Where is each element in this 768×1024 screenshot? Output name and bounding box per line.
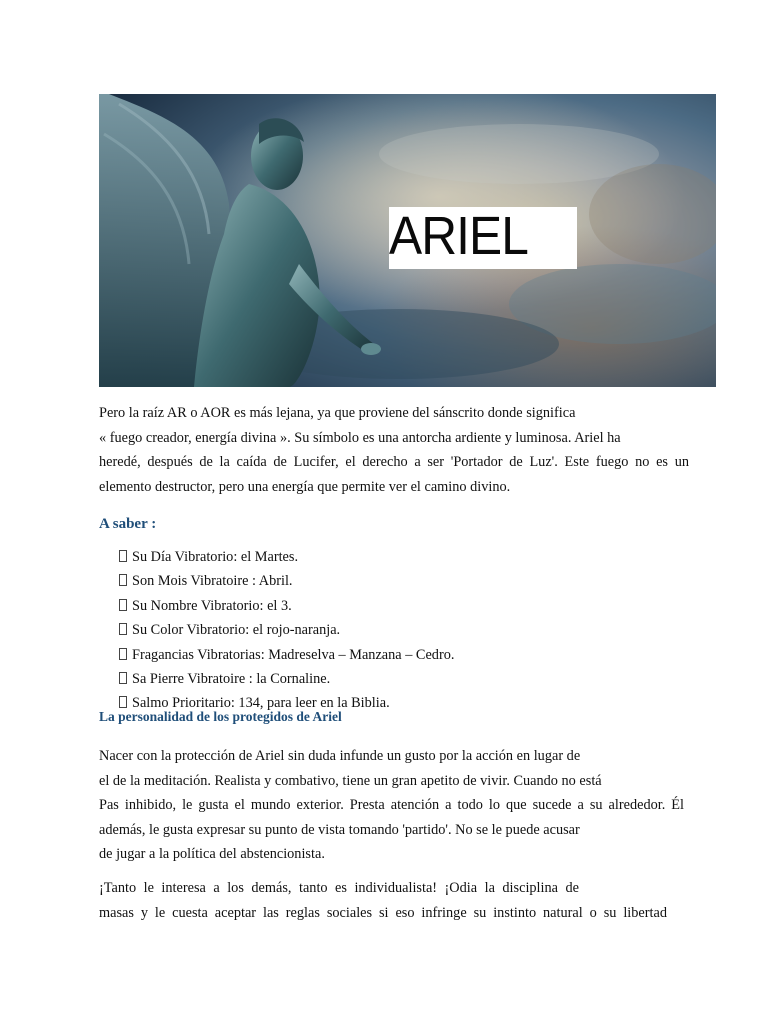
paragraph-line: de jugar a la política del abstencionista. bbox=[99, 846, 325, 862]
bullet-icon bbox=[119, 574, 127, 586]
list-item-text: Salmo Prioritario: 134, para leer en la Biblia. bbox=[132, 695, 390, 712]
bullet-icon bbox=[119, 550, 127, 562]
personalidad-paragraph-1 bbox=[99, 744, 699, 867]
paragraph-line: ¡Tanto le interesa a los demás, tanto es individualista! ¡Odia la disciplina de bbox=[99, 880, 579, 896]
section-heading-saber: A saber : bbox=[99, 516, 157, 532]
intro-line: elemento destructor, pero una energía que permite ver el camino divino. bbox=[99, 478, 511, 495]
section-heading-personalidad: La personalidad de los protegidos de Ariel bbox=[99, 709, 342, 724]
paragraph-line: Pas inhibido, le gusta el mundo exterior. Presta atención a todo lo que sucede a su alrededor. Él bbox=[99, 797, 684, 813]
list-item-text: Su Color Vibratorio: el rojo-naranja. bbox=[132, 622, 341, 639]
list-item bbox=[119, 667, 454, 691]
intro-line: heredé, después de la caída de Lucifer, el derecho a ser 'Portador de Luz'. Este fuego no es un bbox=[99, 454, 689, 470]
intro-paragraph bbox=[99, 401, 699, 499]
intro-line: « fuego creador, energía divina ». Su símbolo es una antorcha ardiente y luminosa. Ariel ha bbox=[99, 429, 621, 446]
paragraph-line: masas y le cuesta aceptar las reglas sociales si eso infringe su instinto natural o su libertad bbox=[99, 904, 667, 921]
list-item-text: Fragancias Vibratorias: Madreselva – Manzana – Cedro. bbox=[132, 646, 455, 663]
paragraph-line: además, le gusta expresar su punto de vista tomando 'partido'. No se le puede acusar bbox=[99, 821, 580, 838]
bullet-icon bbox=[119, 648, 127, 660]
intro-line: Pero la raíz AR o AOR es más lejana, ya que proviene del sánscrito donde significa bbox=[99, 405, 576, 421]
bullet-icon bbox=[119, 672, 127, 684]
vibratory-list bbox=[119, 545, 454, 716]
list-item-text: Su Día Vibratorio: el Martes. bbox=[132, 549, 299, 565]
list-item-text: Su Nombre Vibratorio: el 3. bbox=[132, 597, 292, 614]
list-item-text: Son Mois Vibratoire : Abril. bbox=[132, 573, 293, 590]
list-item bbox=[119, 643, 454, 667]
bullet-icon bbox=[119, 599, 127, 611]
bullet-icon bbox=[119, 623, 127, 635]
personalidad-paragraph-2 bbox=[99, 876, 699, 925]
list-item bbox=[119, 569, 454, 593]
bullet-icon bbox=[119, 696, 127, 708]
list-item-text: Sa Pierre Vibratoire : la Cornaline. bbox=[132, 671, 331, 688]
hero-title-box bbox=[389, 207, 577, 269]
hero-title: ARIEL bbox=[389, 206, 528, 266]
hero-image bbox=[99, 94, 716, 387]
paragraph-line: el de la meditación. Realista y combativo, tiene un gran apetito de vivir. Cuando no está bbox=[99, 772, 602, 789]
list-item bbox=[119, 545, 454, 569]
list-item bbox=[119, 594, 454, 618]
list-item bbox=[119, 618, 454, 642]
paragraph-line: Nacer con la protección de Ariel sin duda infunde un gusto por la acción en lugar de bbox=[99, 748, 581, 764]
